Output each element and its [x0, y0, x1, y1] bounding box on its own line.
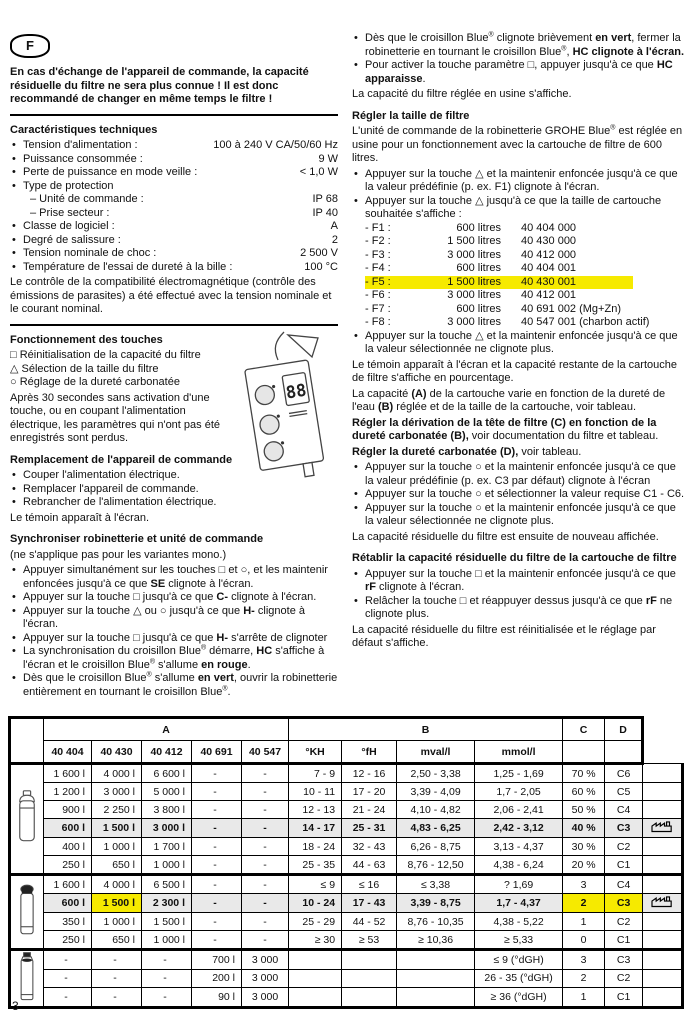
table-cell: 650 l	[92, 931, 142, 950]
table-cell: C5	[605, 783, 643, 801]
table-cell: 17 - 43	[342, 894, 397, 913]
capacity-percent-note: Le témoin apparaît à l'écran et la capacité restante de la cartouche de filtre s'affiche en pourcentage.	[352, 358, 677, 384]
divider	[10, 324, 338, 326]
table-cell: C1	[605, 856, 643, 875]
list-item: ○ Réglage de la dureté carbonatée	[10, 376, 180, 388]
table-cell: C2	[605, 969, 643, 988]
col-group-a: A	[44, 718, 289, 741]
green-blink-steps	[352, 32, 685, 86]
table-cell: -	[192, 931, 242, 950]
table-cell	[643, 875, 683, 894]
right-column	[352, 32, 685, 653]
table-corner-cell	[10, 718, 44, 764]
table-cell: 4 000 l	[92, 875, 142, 894]
list-item: • Appuyer sur la touche △ et la maintenir enfoncée jusqu'à ce que la valeur prédéfinie (p. ex. F1) clignote à l'écran.	[352, 168, 685, 195]
list-item: • Couper l'alimentation électrique.	[10, 469, 338, 483]
table-cell: -	[92, 950, 142, 970]
table-row	[10, 819, 683, 838]
table-cell: 7 - 9	[289, 764, 342, 783]
col-header: °fH	[342, 741, 397, 764]
table-cell: 20 %	[563, 856, 605, 875]
table-cell: -	[92, 969, 142, 988]
table-cell: 12 - 13	[289, 801, 342, 819]
table-cell: 350 l	[44, 913, 92, 931]
table-cell: C2	[605, 838, 643, 856]
table-cell: 2,50 - 3,38	[397, 764, 475, 783]
table-cell: 4,38 - 6,24	[475, 856, 563, 875]
list-item: • Appuyer sur la touche △ ou ○ jusqu'à ce que H- clignote à l'écran.	[10, 605, 338, 632]
spec-item: – Unité de commande : IP 68	[30, 193, 338, 205]
list-item: □ Réinitialisation de la capacité du filtre	[10, 349, 201, 361]
table-cell: -	[242, 931, 289, 950]
table-row	[10, 856, 683, 875]
table-cell: 50 %	[563, 801, 605, 819]
table-cell: 3,39 - 4,09	[397, 783, 475, 801]
list-item: • Appuyer sur la touche △ jusqu'à ce que la taille de cartouche souhaitée s'affiche :	[352, 195, 685, 222]
table-cell: C6	[605, 764, 643, 783]
table-cell	[342, 969, 397, 988]
spec-item: • Tension nominale de choc : 2 500 V	[10, 247, 338, 261]
table-cell: C3	[605, 819, 643, 838]
table-cell: ? 1,69	[475, 875, 563, 894]
table-cell: 60 %	[563, 783, 605, 801]
table-cell: 400 l	[44, 838, 92, 856]
table-cell: 14 - 17	[289, 819, 342, 838]
display-digits: 88	[284, 380, 308, 404]
table-cell: -	[192, 838, 242, 856]
list-item: • Appuyer sur la touche ○ et sélectionner la valeur requise C1 - C6.	[352, 488, 685, 502]
spec-item: • Perte de puissance en mode veille : < 1,0 W	[10, 166, 338, 180]
capacity-table-body	[10, 764, 683, 1008]
table-cell: C3	[605, 950, 643, 970]
col-group-d: D	[605, 718, 643, 741]
carbonate-heading: Régler la dureté carbonatée (D), voir tableau.	[352, 445, 582, 458]
table-cell: C1	[605, 931, 643, 950]
restore-heading: Rétablir la capacité résiduelle du filtre de la cartouche de filtre	[352, 552, 677, 564]
table-cell: 1 000 l	[142, 931, 192, 950]
table-cell: 25 - 35	[289, 856, 342, 875]
tech-spec-list	[10, 139, 338, 274]
table-cell: C1	[605, 988, 643, 1008]
table-cell: C3	[605, 894, 643, 913]
filter-size-steps-end	[352, 330, 685, 357]
table-cell: -	[192, 856, 242, 875]
table-cell: ≥ 5,33	[475, 931, 563, 950]
table-cell: 1,7 - 2,05	[475, 783, 563, 801]
keys-note: Après 30 secondes sans activation d'une touche, ou en coupant l'alimentation électrique, les paramètres qui n'ont pas été enregistrés sont perdus.	[10, 391, 220, 444]
table-row	[10, 838, 683, 856]
col-header: mval/l	[397, 741, 475, 764]
table-cell	[643, 950, 683, 970]
list-item: • Appuyer sur la touche □ jusqu'à ce que H- s'arrête de clignoter	[10, 632, 338, 646]
table-cell: 3 800 l	[142, 801, 192, 819]
table-cell: 3 000	[242, 969, 289, 988]
control-unit-illustration	[238, 330, 338, 482]
spec-item: • Puissance consommée : 9 W	[10, 153, 338, 167]
table-cell: 10 - 11	[289, 783, 342, 801]
table-cell: -	[192, 764, 242, 783]
table-cell: 12 - 16	[342, 764, 397, 783]
table-cell: 2,42 - 3,12	[475, 819, 563, 838]
list-item: • Dès que le croisillon Blue® clignote brièvement en vert, fermer la robinetterie en tournant le croisillon Blue®, HC clignote à l'écran.	[352, 32, 685, 59]
warning-text: En cas d'échange de l'appareil de commande, la capacité résiduelle du filtre ne sera plus connue ! Il est donc recommandé de changer en même temps le filtre !	[10, 66, 309, 105]
col-header: 40 430	[92, 741, 142, 764]
cartridge-small-icon	[10, 764, 44, 875]
table-row	[10, 764, 683, 783]
filter-size-intro: L'unité de commande de la robinetterie GROHE Blue® est réglée en usine pour un fonctionnement avec la cartouche de filtre de 600 litres.	[352, 124, 683, 164]
bypass-note: Régler la dérivation de la tête de filtre (C) en fonction de la dureté carbonatée (B), voir documentation du filtre et tableau.	[352, 416, 659, 442]
factory-capacity-note: La capacité du filtre réglée en usine s'affiche.	[352, 88, 572, 100]
table-cell	[643, 931, 683, 950]
table-cell: 0	[563, 931, 605, 950]
table-cell: -	[242, 801, 289, 819]
list-item: • La synchronisation du croisillon Blue® démarre, HC s'affiche à l'écran et le croisillon Blue® s'allume en rouge.	[10, 645, 338, 672]
table-cell: ≥ 10,36	[397, 931, 475, 950]
filter-option-row: - F2 : 1 500 litres 40 430 000	[365, 235, 577, 247]
cable-line	[275, 332, 284, 360]
table-cell: 4,83 - 6,25	[397, 819, 475, 838]
table-cell: 3,13 - 4,37	[475, 838, 563, 856]
table-cell	[643, 801, 683, 819]
factory-default-icon	[643, 819, 683, 838]
spec-item: • Type de protection	[10, 180, 338, 194]
table-cell: -	[142, 950, 192, 970]
table-cell: 4,38 - 5,22	[475, 913, 563, 931]
table-cell: 21 - 24	[342, 801, 397, 819]
replace-steps	[10, 469, 338, 510]
col-header: 40 691	[192, 741, 242, 764]
list-item: • Pour activer la touche paramètre □, appuyer jusqu'à ce que HC apparaisse.	[352, 59, 685, 86]
table-cell: -	[192, 913, 242, 931]
table-cell	[397, 969, 475, 988]
table-cell: ≤ 9	[289, 875, 342, 894]
tech-specs-heading: Caractéristiques techniques	[10, 123, 158, 136]
restore-steps	[352, 568, 685, 622]
filter-option-row: - F6 : 3 000 litres 40 412 001	[365, 289, 577, 301]
control-unit-drawing	[238, 330, 338, 482]
table-cell: 26 - 35 (°dGH)	[475, 969, 563, 988]
keys-heading: Fonctionnement des touches	[10, 333, 163, 346]
table-cell: 2	[563, 969, 605, 988]
empty-header-cell	[563, 741, 605, 764]
list-item: • Relâcher la touche □ et réappuyer dessus jusqu'à ce que rF ne clignote plus.	[352, 595, 685, 622]
sync-subheading: (ne s'applique pas pour les variantes mono.)	[10, 548, 227, 561]
table-cell: -	[242, 875, 289, 894]
table-cell: -	[142, 969, 192, 988]
table-subheader-row	[10, 741, 683, 764]
table-cell: -	[142, 988, 192, 1008]
col-group-c: C	[563, 718, 605, 741]
table-cell: -	[242, 819, 289, 838]
table-cell: 2 250 l	[92, 801, 142, 819]
table-cell: 17 - 20	[342, 783, 397, 801]
table-cell: 1 500 l	[92, 819, 142, 838]
table-cell: 1 000 l	[142, 856, 192, 875]
table-cell: 1,25 - 1,69	[475, 764, 563, 783]
table-cell: -	[242, 838, 289, 856]
table-group-header-row	[10, 718, 683, 741]
table-cell: 1 600 l	[44, 764, 92, 783]
table-cell	[643, 764, 683, 783]
col-header: 40 404	[44, 741, 92, 764]
table-cell: -	[192, 819, 242, 838]
table-cell: 4 000 l	[92, 764, 142, 783]
table-cell: 1 000 l	[92, 913, 142, 931]
table-row	[10, 969, 683, 988]
table-cell: 90 l	[192, 988, 242, 1008]
table-cell	[289, 950, 342, 970]
filter-option-row: - F4 : 600 litres 40 404 001	[365, 262, 577, 274]
left-column	[10, 34, 338, 699]
table-cell: 18 - 24	[289, 838, 342, 856]
table-cell: 1 000 l	[92, 838, 142, 856]
spec-item: • Degré de salissure : 2	[10, 234, 338, 248]
table-cell: -	[44, 988, 92, 1008]
emc-note: Le contrôle de la compatibilité électromagnétique (contrôle des émissions de parasites) a été effectué avec la tension nominale et le courant nominal.	[10, 276, 332, 315]
table-cell: 70 %	[563, 764, 605, 783]
table-cell: 3,39 - 8,75	[397, 894, 475, 913]
table-cell: 700 l	[192, 950, 242, 970]
table-cell: -	[242, 764, 289, 783]
table-cell: 10 - 24	[289, 894, 342, 913]
list-item: • Appuyer sur la touche □ et la maintenir enfoncée jusqu'à ce que rF clignote à l'écran.	[352, 568, 685, 595]
filter-option-row: - F7 : 600 litres 40 691 002 (Mg+Zn)	[365, 302, 621, 315]
table-cell	[643, 988, 683, 1008]
table-cell: 2,06 - 2,41	[475, 801, 563, 819]
sync-steps	[10, 564, 338, 699]
table-cell	[643, 969, 683, 988]
table-cell: 3 000	[242, 950, 289, 970]
table-cell	[342, 988, 397, 1008]
table-row	[10, 950, 683, 970]
restore-note: La capacité résiduelle du filtre est réinitialisée et le réglage par défaut s'affiche.	[352, 623, 656, 649]
empty-header-cell	[605, 741, 643, 764]
capacity-table-wrap	[8, 716, 686, 1009]
carbonate-steps	[352, 461, 685, 529]
col-header: °KH	[289, 741, 342, 764]
table-cell: 8,76 - 12,50	[397, 856, 475, 875]
table-cell: 250 l	[44, 856, 92, 875]
cartridge-medium-icon	[10, 875, 44, 950]
table-cell	[342, 950, 397, 970]
table-row	[10, 894, 683, 913]
bracket-shape	[288, 335, 318, 357]
table-row	[10, 913, 683, 931]
table-cell: ≤ 9 (°dGH)	[475, 950, 563, 970]
spec-item: • Classe de logiciel : A	[10, 220, 338, 234]
table-cell: 40 %	[563, 819, 605, 838]
table-cell: -	[192, 783, 242, 801]
factory-default-icon	[643, 894, 683, 913]
table-cell: 2 300 l	[142, 894, 192, 913]
table-cell: ≤ 16	[342, 875, 397, 894]
table-cell: 250 l	[44, 931, 92, 950]
table-cell: 4,10 - 4,82	[397, 801, 475, 819]
table-row	[10, 875, 683, 894]
table-cell: 1,7 - 4,37	[475, 894, 563, 913]
table-row	[10, 931, 683, 950]
list-item: • Rebrancher de l'alimentation électrique.	[10, 496, 338, 510]
table-cell: -	[242, 913, 289, 931]
divider	[10, 114, 338, 116]
table-row	[10, 783, 683, 801]
table-cell: 3 000	[242, 988, 289, 1008]
table-cell	[289, 969, 342, 988]
table-cell	[643, 856, 683, 875]
table-cell	[643, 783, 683, 801]
table-cell: ≥ 30	[289, 931, 342, 950]
sync-heading: Synchroniser robinetterie et unité de commande	[10, 533, 264, 545]
table-cell: ≥ 36 (°dGH)	[475, 988, 563, 1008]
table-cell: 8,76 - 10,35	[397, 913, 475, 931]
table-cell: -	[242, 894, 289, 913]
replace-note: Le témoin apparaît à l'écran.	[10, 511, 150, 524]
table-cell: 44 - 52	[342, 913, 397, 931]
table-cell: C2	[605, 913, 643, 931]
list-item: • Appuyer sur la touche △ et la maintenir enfoncée jusqu'à ce que la valeur sélectionnée ne clignote plus.	[352, 330, 685, 357]
spec-item: – Prise secteur : IP 40	[30, 206, 338, 219]
list-item: • Appuyer sur la touche □ jusqu'à ce que C- clignote à l'écran.	[10, 591, 338, 605]
table-cell: -	[192, 875, 242, 894]
filter-size-steps	[352, 168, 685, 222]
filter-size-heading: Régler la taille de filtre	[352, 109, 470, 122]
table-row	[10, 988, 683, 1008]
table-cell: -	[92, 988, 142, 1008]
table-cell	[397, 950, 475, 970]
language-badge-f: F	[10, 34, 50, 58]
filter-option-row: - F3 : 3 000 litres 40 412 000	[365, 248, 577, 261]
table-row	[10, 801, 683, 819]
table-cell: ≤ 3,38	[397, 875, 475, 894]
capacity-table	[8, 716, 684, 1009]
table-cell: 30 %	[563, 838, 605, 856]
table-cell: 600 l	[44, 819, 92, 838]
filter-option-row: - F5 : 1 500 litres 40 430 001	[365, 276, 633, 290]
list-item: • Remplacer l'appareil de commande.	[10, 483, 338, 497]
table-cell: 32 - 43	[342, 838, 397, 856]
col-group-b: B	[289, 718, 563, 741]
col-header: 40 412	[142, 741, 192, 764]
col-header: 40 547	[242, 741, 289, 764]
table-cell: C4	[605, 875, 643, 894]
list-item: △ Sélection de la taille du filtre	[10, 362, 159, 375]
table-cell	[643, 913, 683, 931]
table-cell: 1 700 l	[142, 838, 192, 856]
table-cell: 6,26 - 8,75	[397, 838, 475, 856]
table-cell: 6 500 l	[142, 875, 192, 894]
table-cell: -	[242, 856, 289, 875]
page-number: 3	[12, 999, 19, 1013]
table-cell: 3	[563, 875, 605, 894]
replace-heading: Remplacement de l'appareil de commande	[10, 453, 233, 466]
table-cell: 1 200 l	[44, 783, 92, 801]
table-cell	[643, 838, 683, 856]
table-cell: 3 000 l	[142, 819, 192, 838]
table-cell: 6 600 l	[142, 764, 192, 783]
filter-option-row: - F8 : 3 000 litres 40 547 001 (charbon actif)	[365, 316, 650, 328]
table-cell: -	[192, 894, 242, 913]
table-cell	[289, 988, 342, 1008]
table-cell: 1 500 l	[142, 913, 192, 931]
list-item: • Dès que le croisillon Blue® s'allume en vert, ouvrir la robinetterie entièrement en tournant le croisillon Blue®.	[10, 672, 338, 699]
col-header: mmol/l	[475, 741, 563, 764]
table-cell: 3 000 l	[92, 783, 142, 801]
filter-option-row: - F1 : 600 litres 40 404 000	[365, 221, 577, 234]
capacity-vary-note: La capacité (A) de la cartouche varie en fonction de la dureté de l'eau (B) réglée et de la taille de la cartouche, voir tableau.	[352, 387, 666, 413]
table-cell: C4	[605, 801, 643, 819]
table-header-spacer	[643, 718, 683, 764]
table-cell: -	[242, 783, 289, 801]
table-cell: 900 l	[44, 801, 92, 819]
table-cell: 650 l	[92, 856, 142, 875]
table-cell: 1 500 l	[92, 894, 142, 913]
table-cell: -	[44, 969, 92, 988]
table-cell: 44 - 63	[342, 856, 397, 875]
table-cell: 200 l	[192, 969, 242, 988]
table-cell: 1	[563, 913, 605, 931]
table-cell: 2	[563, 894, 605, 913]
table-cell: ≥ 53	[342, 931, 397, 950]
table-cell: 25 - 31	[342, 819, 397, 838]
table-cell: 25 - 29	[289, 913, 342, 931]
table-cell: -	[192, 801, 242, 819]
table-cell: -	[44, 950, 92, 970]
table-cell	[397, 988, 475, 1008]
table-cell: 600 l	[44, 894, 92, 913]
table-cell: 1 600 l	[44, 875, 92, 894]
filter-options-list	[352, 221, 650, 330]
list-item: • Appuyer sur la touche ○ et la maintenir enfoncée jusqu'à ce que la valeur sélectionnée ne clignote plus.	[352, 502, 685, 529]
table-cell: 3	[563, 950, 605, 970]
table-cell: 5 000 l	[142, 783, 192, 801]
carbonate-note: La capacité résiduelle du filtre est ensuite de nouveau affichée.	[352, 530, 659, 543]
spec-item: • Tension d'alimentation : 100 à 240 V CA/50/60 Hz	[10, 139, 338, 153]
spec-item: • Température de l'essai de dureté à la bille : 100 °C	[10, 261, 338, 275]
list-item: • Appuyer sur la touche ○ et la maintenir enfoncée jusqu'à ce que la valeur prédéfinie (p. ex. C3 par défaut) clignote à l'écran	[352, 461, 685, 488]
list-item: • Appuyer simultanément sur les touches □ et ○, et les maintenir enfoncées jusqu'à ce que SE clignote à l'écran.	[10, 564, 338, 591]
table-cell: 1	[563, 988, 605, 1008]
